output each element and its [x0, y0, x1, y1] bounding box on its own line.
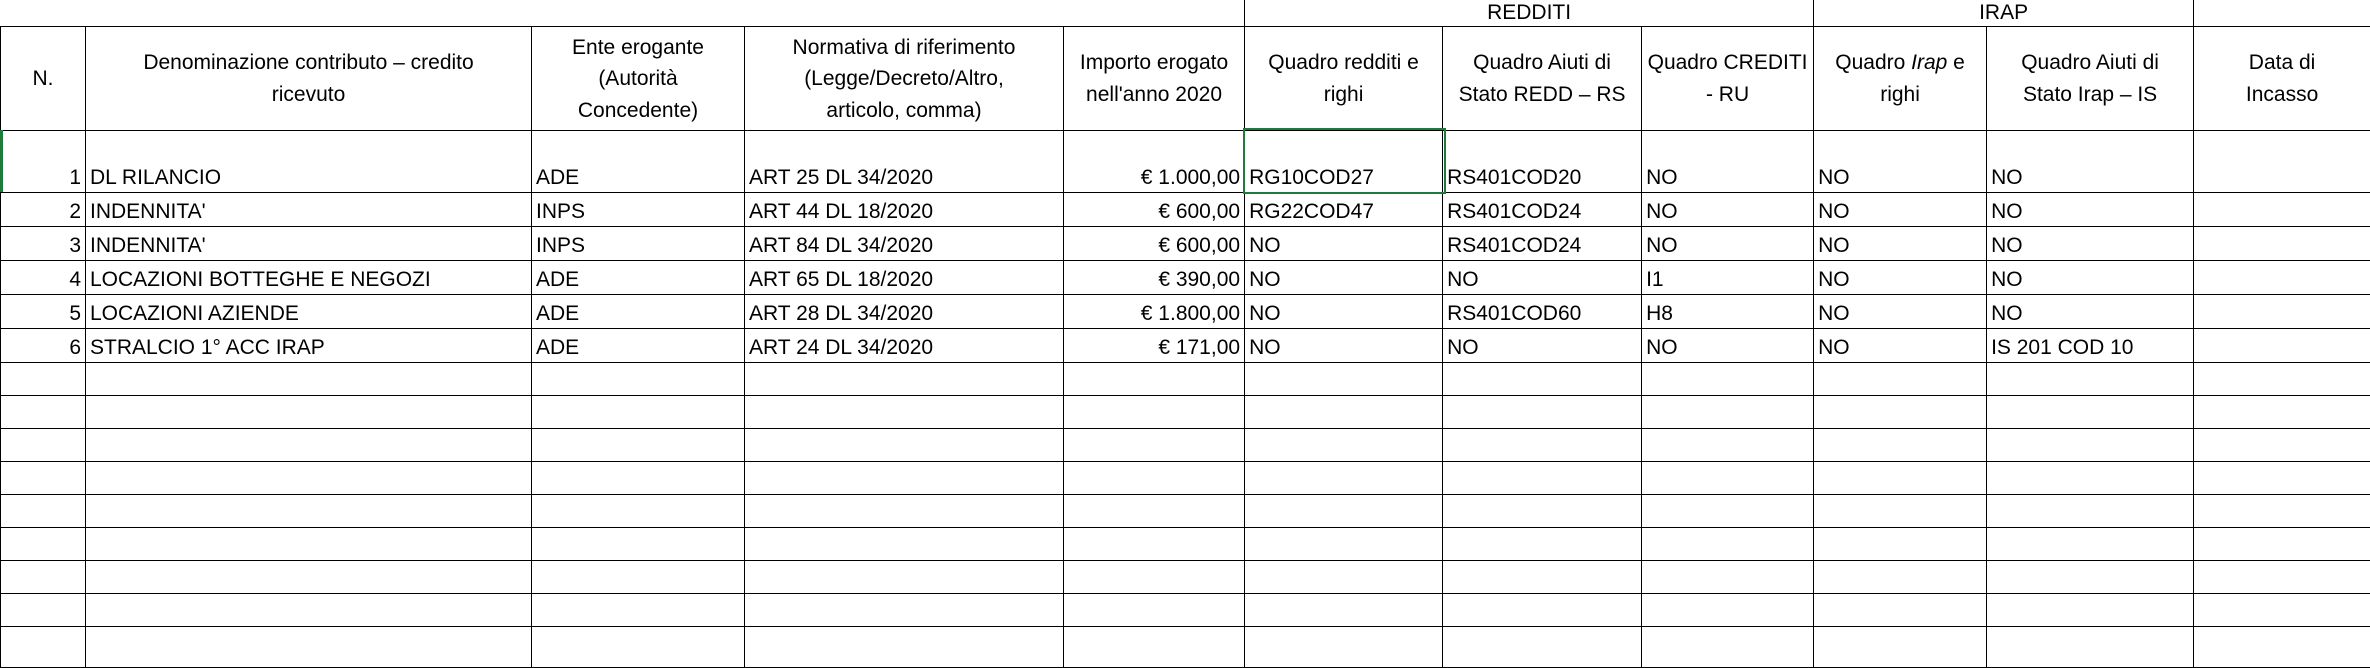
- empty-cell[interactable]: [1642, 462, 1814, 495]
- group-header-row: [1, 0, 2370, 27]
- cell-n[interactable]: 5: [1, 295, 86, 329]
- cell-aiuti-redd[interactable]: RS401COD20: [1443, 131, 1642, 193]
- cell-n[interactable]: 1: [1, 131, 86, 193]
- cell-importo[interactable]: € 600,00: [1064, 227, 1245, 261]
- cell-n[interactable]: 4: [1, 261, 86, 295]
- empty-cell[interactable]: [1987, 627, 2194, 668]
- cell-denominazione[interactable]: STRALCIO 1° ACC IRAP: [86, 329, 532, 363]
- cell-aiuti-irap[interactable]: NO: [1987, 193, 2194, 227]
- empty-cell[interactable]: [532, 462, 745, 495]
- empty-cell[interactable]: [86, 495, 532, 528]
- empty-cell[interactable]: [1443, 627, 1642, 668]
- cell-crediti[interactable]: NO: [1642, 131, 1814, 193]
- cell-normativa[interactable]: ART 44 DL 18/2020: [745, 193, 1064, 227]
- empty-cell[interactable]: [1, 363, 86, 396]
- empty-cell[interactable]: [745, 363, 1064, 396]
- cell-irap[interactable]: NO: [1814, 193, 1987, 227]
- cell-denominazione[interactable]: INDENNITA': [86, 193, 532, 227]
- header-crediti[interactable]: Quadro CREDITI - RU: [1642, 27, 1814, 131]
- empty-cell[interactable]: [1814, 363, 1987, 396]
- table-row: [1, 227, 2370, 261]
- cell-data[interactable]: [2194, 193, 2370, 227]
- empty-cell[interactable]: [745, 528, 1064, 561]
- empty-cell[interactable]: [1987, 396, 2194, 429]
- cell-n[interactable]: 2: [1, 193, 86, 227]
- empty-cell[interactable]: [2194, 528, 2370, 561]
- cell-ente[interactable]: ADE: [532, 295, 745, 329]
- header-data[interactable]: Data di Incasso: [2194, 27, 2370, 131]
- empty-cell[interactable]: [1, 429, 86, 462]
- empty-row: [1, 528, 2370, 561]
- header-n[interactable]: N.: [1, 27, 86, 131]
- header-ente[interactable]: Ente erogante (Autorità Concedente): [532, 27, 745, 131]
- empty-cell[interactable]: [1064, 561, 1245, 594]
- empty-cell[interactable]: [532, 528, 745, 561]
- empty-row: [1, 495, 2370, 528]
- empty-cell[interactable]: [532, 594, 745, 627]
- empty-cell[interactable]: [1245, 363, 1443, 396]
- empty-cell[interactable]: [1064, 495, 1245, 528]
- cell-irap[interactable]: NO: [1814, 131, 1987, 193]
- empty-cell[interactable]: [745, 495, 1064, 528]
- empty-cell[interactable]: [1, 396, 86, 429]
- empty-cell[interactable]: [1, 528, 86, 561]
- empty-row: [1, 429, 2370, 462]
- empty-cell[interactable]: [1987, 528, 2194, 561]
- cell-crediti[interactable]: H8: [1642, 295, 1814, 329]
- cell-crediti[interactable]: NO: [1642, 193, 1814, 227]
- cell-importo[interactable]: € 390,00: [1064, 261, 1245, 295]
- empty-cell[interactable]: [1814, 627, 1987, 668]
- empty-row: [1, 627, 2370, 668]
- header-importo[interactable]: Importo erogato nell'anno 2020: [1064, 27, 1245, 131]
- header-quadro-redditi[interactable]: Quadro redditi e righi: [1245, 27, 1443, 131]
- empty-cell[interactable]: [86, 396, 532, 429]
- empty-cell[interactable]: [2194, 495, 2370, 528]
- cell-importo[interactable]: € 600,00: [1064, 193, 1245, 227]
- cell-n[interactable]: 6: [1, 329, 86, 363]
- cell-quadro-redditi[interactable]: NO: [1245, 329, 1443, 363]
- empty-cell[interactable]: [1987, 495, 2194, 528]
- empty-cell[interactable]: [2194, 594, 2370, 627]
- column-header-row: [1, 27, 2370, 131]
- empty-cell[interactable]: [1443, 495, 1642, 528]
- cell-ente[interactable]: INPS: [532, 227, 745, 261]
- empty-cell[interactable]: [745, 627, 1064, 668]
- empty-cell[interactable]: [2194, 462, 2370, 495]
- empty-cell[interactable]: [1642, 528, 1814, 561]
- empty-cell[interactable]: [1443, 528, 1642, 561]
- cell-irap[interactable]: NO: [1814, 227, 1987, 261]
- empty-cell[interactable]: [1064, 462, 1245, 495]
- empty-cell[interactable]: [1, 627, 86, 668]
- cell-quadro-redditi[interactable]: RG22COD47: [1245, 193, 1443, 227]
- cell-normativa[interactable]: ART 25 DL 34/2020: [745, 131, 1064, 193]
- empty-cell[interactable]: [86, 429, 532, 462]
- header-irap-pre: Quadro: [1835, 51, 1911, 74]
- cell-data[interactable]: [2194, 227, 2370, 261]
- empty-cell[interactable]: [1987, 429, 2194, 462]
- empty-cell[interactable]: [1642, 627, 1814, 668]
- table-row: [1, 295, 2370, 329]
- empty-cell[interactable]: [532, 363, 745, 396]
- empty-cell[interactable]: [86, 627, 532, 668]
- empty-cell[interactable]: [745, 396, 1064, 429]
- empty-cell[interactable]: [1064, 363, 1245, 396]
- table-row: [1, 131, 2370, 193]
- empty-cell[interactable]: [86, 594, 532, 627]
- empty-cell[interactable]: [1245, 561, 1443, 594]
- cell-importo[interactable]: € 171,00: [1064, 329, 1245, 363]
- empty-cell[interactable]: [1, 561, 86, 594]
- header-aiuti-irap[interactable]: Quadro Aiuti di Stato Irap – IS: [1987, 27, 2194, 131]
- cell-aiuti-redd[interactable]: RS401COD60: [1443, 295, 1642, 329]
- empty-cell[interactable]: [1064, 396, 1245, 429]
- group-header-blank[interactable]: [1, 0, 1245, 27]
- cell-irap[interactable]: NO: [1814, 261, 1987, 295]
- cell-denominazione[interactable]: LOCAZIONI AZIENDE: [86, 295, 532, 329]
- cell-denominazione[interactable]: DL RILANCIO: [86, 131, 532, 193]
- empty-cell[interactable]: [1443, 561, 1642, 594]
- table-row: [1, 261, 2370, 295]
- empty-row: [1, 462, 2370, 495]
- empty-cell[interactable]: [1064, 528, 1245, 561]
- cell-data[interactable]: [2194, 261, 2370, 295]
- group-header-redditi[interactable]: REDDITI: [1245, 0, 1814, 27]
- empty-cell[interactable]: [2194, 627, 2370, 668]
- cell-aiuti-redd[interactable]: RS401COD24: [1443, 227, 1642, 261]
- empty-row: [1, 363, 2370, 396]
- empty-cell[interactable]: [1987, 363, 2194, 396]
- empty-cell[interactable]: [532, 561, 745, 594]
- empty-cell[interactable]: [1245, 429, 1443, 462]
- empty-cell[interactable]: [1814, 594, 1987, 627]
- cell-quadro-redditi[interactable]: NO: [1245, 227, 1443, 261]
- header-irap-post: e righi: [1880, 51, 1965, 106]
- empty-cell[interactable]: [1245, 627, 1443, 668]
- empty-cell[interactable]: [745, 429, 1064, 462]
- cell-aiuti-irap[interactable]: NO: [1987, 295, 2194, 329]
- cell-normativa[interactable]: ART 28 DL 34/2020: [745, 295, 1064, 329]
- empty-cell[interactable]: [1642, 495, 1814, 528]
- cell-importo[interactable]: € 1.800,00: [1064, 295, 1245, 329]
- empty-cell[interactable]: [1642, 363, 1814, 396]
- header-irap-em: Irap: [1911, 51, 1947, 74]
- empty-cell[interactable]: [1987, 462, 2194, 495]
- empty-cell[interactable]: [745, 561, 1064, 594]
- cell-quadro-redditi[interactable]: NO: [1245, 295, 1443, 329]
- empty-cell[interactable]: [532, 429, 745, 462]
- empty-cell[interactable]: [745, 594, 1064, 627]
- empty-cell[interactable]: [1642, 396, 1814, 429]
- empty-cell[interactable]: [86, 561, 532, 594]
- empty-cell[interactable]: [1443, 363, 1642, 396]
- empty-cell[interactable]: [1443, 429, 1642, 462]
- empty-cell[interactable]: [1987, 594, 2194, 627]
- empty-row: [1, 561, 2370, 594]
- cell-ente[interactable]: ADE: [532, 131, 745, 193]
- empty-cell[interactable]: [532, 396, 745, 429]
- empty-cell[interactable]: [86, 528, 532, 561]
- cell-aiuti-irap[interactable]: NO: [1987, 261, 2194, 295]
- empty-cell[interactable]: [1443, 396, 1642, 429]
- empty-cell[interactable]: [1, 462, 86, 495]
- cell-denominazione[interactable]: LOCAZIONI BOTTEGHE E NEGOZI: [86, 261, 532, 295]
- cell-n[interactable]: 3: [1, 227, 86, 261]
- cell-ente[interactable]: ADE: [532, 261, 745, 295]
- header-denominazione[interactable]: Denominazione contributo – credito ricevuto: [86, 27, 532, 131]
- cell-crediti[interactable]: NO: [1642, 227, 1814, 261]
- empty-cell[interactable]: [1814, 561, 1987, 594]
- empty-cell[interactable]: [1443, 594, 1642, 627]
- empty-cell[interactable]: [1814, 396, 1987, 429]
- cell-aiuti-irap[interactable]: NO: [1987, 131, 2194, 193]
- header-normativa[interactable]: Normativa di riferimento (Legge/Decreto/Altro, articolo, comma): [745, 27, 1064, 131]
- cell-importo[interactable]: € 1.000,00: [1064, 131, 1245, 193]
- empty-cell[interactable]: [1245, 462, 1443, 495]
- table-row: [1, 193, 2370, 227]
- cell-data[interactable]: [2194, 131, 2370, 193]
- empty-cell[interactable]: [1642, 561, 1814, 594]
- empty-row: [1, 594, 2370, 627]
- cell-data[interactable]: [2194, 329, 2370, 363]
- empty-cell[interactable]: [2194, 429, 2370, 462]
- cell-denominazione[interactable]: INDENNITA': [86, 227, 532, 261]
- empty-cell[interactable]: [1814, 462, 1987, 495]
- cell-quadro-redditi[interactable]: NO: [1245, 261, 1443, 295]
- empty-cell[interactable]: [1443, 462, 1642, 495]
- cell-ente[interactable]: ADE: [532, 329, 745, 363]
- empty-cell[interactable]: [1987, 561, 2194, 594]
- empty-cell[interactable]: [1245, 495, 1443, 528]
- cell-aiuti-irap[interactable]: NO: [1987, 227, 2194, 261]
- empty-cell[interactable]: [2194, 561, 2370, 594]
- table-row: [1, 329, 2370, 363]
- empty-cell[interactable]: [86, 363, 532, 396]
- empty-cell[interactable]: [532, 495, 745, 528]
- cell-ente[interactable]: INPS: [532, 193, 745, 227]
- empty-cell[interactable]: [1, 594, 86, 627]
- cell-irap[interactable]: NO: [1814, 329, 1987, 363]
- header-aiuti-redd[interactable]: Quadro Aiuti di Stato REDD – RS: [1443, 27, 1642, 131]
- empty-cell[interactable]: [1245, 528, 1443, 561]
- empty-cell[interactable]: [745, 462, 1064, 495]
- empty-cell[interactable]: [1064, 627, 1245, 668]
- group-header-irap[interactable]: IRAP: [1814, 0, 2194, 27]
- cell-normativa[interactable]: ART 24 DL 34/2020: [745, 329, 1064, 363]
- cell-aiuti-redd[interactable]: NO: [1443, 329, 1642, 363]
- cell-irap[interactable]: NO: [1814, 295, 1987, 329]
- cell-aiuti-irap[interactable]: IS 201 COD 10: [1987, 329, 2194, 363]
- cell-aiuti-redd[interactable]: RS401COD24: [1443, 193, 1642, 227]
- cell-quadro-redditi[interactable]: RG10COD27: [1245, 131, 1443, 193]
- empty-cell[interactable]: [86, 462, 532, 495]
- empty-cell[interactable]: [1814, 429, 1987, 462]
- empty-cell[interactable]: [1245, 594, 1443, 627]
- empty-row: [1, 396, 2370, 429]
- cell-crediti[interactable]: NO: [1642, 329, 1814, 363]
- empty-cell[interactable]: [2194, 363, 2370, 396]
- empty-cell[interactable]: [1642, 429, 1814, 462]
- empty-cell[interactable]: [1642, 594, 1814, 627]
- group-header-blank-right[interactable]: [2194, 0, 2370, 27]
- empty-cell[interactable]: [1814, 495, 1987, 528]
- empty-cell[interactable]: [1, 495, 86, 528]
- cell-normativa[interactable]: ART 84 DL 34/2020: [745, 227, 1064, 261]
- empty-cell[interactable]: [1814, 528, 1987, 561]
- header-irap[interactable]: [1814, 27, 1987, 131]
- empty-cell[interactable]: [1064, 594, 1245, 627]
- empty-cell[interactable]: [1064, 429, 1245, 462]
- empty-cell[interactable]: [1245, 396, 1443, 429]
- cell-crediti[interactable]: I1: [1642, 261, 1814, 295]
- empty-cell[interactable]: [532, 627, 745, 668]
- cell-normativa[interactable]: ART 65 DL 18/2020: [745, 261, 1064, 295]
- empty-cell[interactable]: [2194, 396, 2370, 429]
- cell-aiuti-redd[interactable]: NO: [1443, 261, 1642, 295]
- cell-data[interactable]: [2194, 295, 2370, 329]
